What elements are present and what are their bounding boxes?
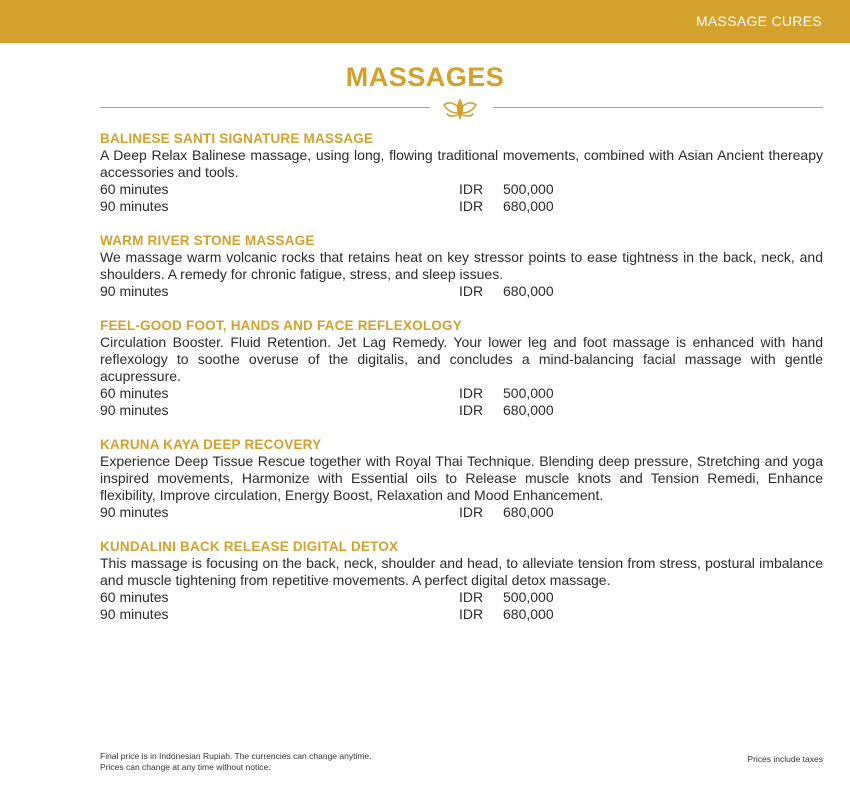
price-row: [100, 589, 823, 606]
price-row: [100, 504, 823, 521]
price-amount: 680,000: [503, 283, 554, 299]
divider-line-right: [493, 107, 823, 108]
price-row: [100, 198, 823, 215]
page-title: MASSAGES: [345, 62, 505, 92]
duration: 60 minutes: [100, 181, 169, 197]
massage-description: We massage warm volcanic rocks that retains heat on key stressor points to ease tightness in the back, neck, and shoulders. A remedy for chronic fatigue, stress, and sleep issues.: [100, 249, 823, 282]
price-amount: 680,000: [503, 402, 554, 418]
price-amount: 500,000: [503, 385, 554, 401]
price-row: [100, 606, 823, 623]
divider-line-left: [100, 107, 430, 108]
massage-description: This massage is focusing on the back, neck, shoulder and head, to alleviate tension from stress, postural imbalance and muscle tightening from repetitive movements. A perfect digital detox massage.: [100, 555, 823, 588]
price-amount: 680,000: [503, 606, 554, 622]
massage-description: A Deep Relax Balinese massage, using long, flowing traditional movements, combined with Asian Ancient thereapy accessories and tools.: [100, 147, 823, 180]
duration: 90 minutes: [100, 504, 169, 520]
duration: 60 minutes: [100, 385, 169, 401]
duration: 90 minutes: [100, 606, 169, 622]
price-amount: 680,000: [503, 504, 554, 520]
massage-title: WARM RIVER STONE MASSAGE: [100, 233, 315, 248]
duration: 90 minutes: [100, 198, 169, 214]
massage-item: [100, 130, 823, 215]
section-label: MASSAGE CURES: [695, 13, 822, 29]
currency: IDR: [459, 606, 484, 622]
duration: 60 minutes: [100, 589, 169, 605]
massage-title: KARUNA KAYA DEEP RECOVERY: [100, 437, 322, 452]
massage-list: [100, 130, 823, 640]
massage-item: [100, 538, 823, 623]
currency: IDR: [459, 198, 484, 214]
massage-item: [100, 232, 823, 300]
massage-description: Circulation Booster. Fluid Retention. Jet Lag Remedy. Your lower leg and foot massage is enhanced with hand reflexology to soothe overuse of the digitalis, and concludes a mind-balancing facial massage with gentle acupressure.: [100, 334, 823, 384]
currency: IDR: [459, 402, 484, 418]
currency: IDR: [459, 589, 484, 605]
title-divider: [100, 96, 823, 122]
massage-description: Experience Deep Tissue Rescue together with Royal Thai Technique. Blending deep pressure, Stretching and yoga inspired movements, Harmonize with Essential oils to Release muscle knots and Tension Remedi, Enhance flexibility, Improve circulation, Energy Boost, Relaxation and Mood Enhancement.: [100, 453, 823, 503]
massage-item: [100, 317, 823, 419]
duration: 90 minutes: [100, 283, 169, 299]
price-row: [100, 283, 823, 300]
currency: IDR: [459, 181, 484, 197]
massage-title: KUNDALINI BACK RELEASE DIGITAL DETOX: [100, 539, 399, 554]
footer-taxes-note: Prices include taxes: [747, 754, 823, 764]
price-amount: 500,000: [503, 181, 554, 197]
currency: IDR: [459, 283, 484, 299]
price-row: [100, 385, 823, 402]
footer-note-currency: Final price is in Indonesian Rupiah. The currencies can change anytime.: [100, 751, 372, 761]
duration: 90 minutes: [100, 402, 169, 418]
footer-notes: [100, 751, 372, 773]
price-amount: 500,000: [503, 589, 554, 605]
massage-title: FEEL-GOOD FOOT, HANDS AND FACE REFLEXOLOGY: [100, 318, 462, 333]
price-row: [100, 402, 823, 419]
price-amount: 680,000: [503, 198, 554, 214]
header-bar: [0, 0, 850, 43]
footer-note-change: Prices can change at any time without notice.: [100, 762, 271, 772]
price-row: [100, 181, 823, 198]
currency: IDR: [459, 385, 484, 401]
massage-title: BALINESE SANTI SIGNATURE MASSAGE: [100, 131, 374, 146]
lotus-ornament-icon: [440, 96, 480, 122]
massage-item: [100, 436, 823, 521]
currency: IDR: [459, 504, 484, 520]
